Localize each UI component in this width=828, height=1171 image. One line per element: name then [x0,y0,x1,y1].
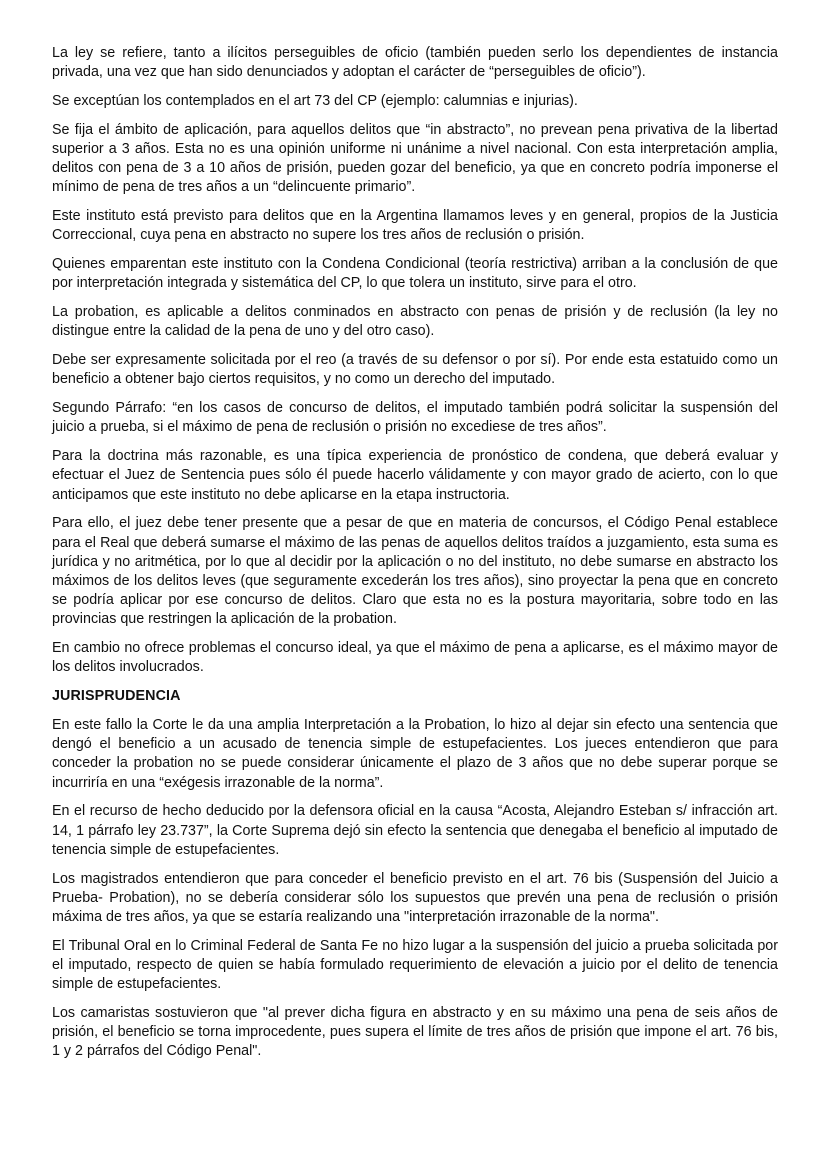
paragraph-segundo-parrafo: Segundo Párrafo: “en los casos de concurso de delitos, el imputado también podrá solicitar la suspensión del juicio a prueba, si el máximo de pena de reclusión o prisión no excediese de tres años”. [52,400,778,436]
paragraph-exceptuan: Se exceptúan los contemplados en el art 73 del CP (ejemplo: calumnias e injurias). [52,93,578,109]
section-heading-jurisprudencia: JURISPRUDENCIA [52,688,181,705]
paragraph-magistrados: Los magistrados entendieron que para conceder el beneficio previsto en el art. 76 bis (Suspensión del Juicio a Prueba- Probation), no se debería considerar sólo los supuestos que prevén una pena de reclusión o prisión máxima de tres años, ya que se estaría realizando una "interpretación irrazonable de la norma". [52,870,778,926]
paragraph-doctrina: Para la doctrina más razonable, es una típica experiencia de pronóstico de condena, que deberá evaluar y efectuar el Juez de Sentencia pues sólo él puede hacerlo válidamente y con mayor grado de acierto, con lo que anticipamos que este instituto no debe aplicarse en la etapa instructoria. [52,448,778,503]
paragraph-probation-aplicable: La probation, es aplicable a delitos conminados en abstracto con penas de prisión y de reclusión (la ley no distingue entre la calidad de la pena de uno y del otro caso). [52,304,778,340]
paragraph-ilicitos-perseguibles: La ley se refiere, tanto a ilícitos perseguibles de oficio (también pueden serlo los dependientes de instancia privada, una vez que han sido denunciados y adoptan el carácter de “perseguibles de oficio”). [52,45,778,81]
paragraph-tribunal-oral: El Tribunal Oral en lo Criminal Federal de Santa Fe no hizo lugar a la suspensión del juicio a prueba solicitada por el imputado, respecto de quien se había formulado requerimiento de elevación a juicio por el delito de tenencia simple de estupefacientes. [52,937,778,993]
paragraph-delitos-leves: Este instituto está previsto para delitos que en la Argentina llamamos leves y en general, propios de la Justicia Correccional, cuya pena en abstracto no supere los tres años de reclusión o prisión. [52,208,778,244]
document-page [52,44,778,1071]
paragraph-concursos: Para ello, el juez debe tener presente que a pesar de que en materia de concursos, el Código Penal establece para el Real que deberá sumarse el máximo de las penas de aquellos delitos traídos a juzgamiento, esta suma es jurídica y no aritmética, por lo que al decidir por la aplicación o no del instituto, no debe sumarse en abstracto los máximos de los delitos leves (que seguramente excederán los tres años), sino proyectar la pena que en concreto se podría aplicar por ese concurso de delitos. Claro que esta no es la postura mayoritaria, sobre todo en las provincias que restringen la aplicación de la probation. [52,515,778,628]
paragraph-ambito-aplicacion: Se fija el ámbito de aplicación, para aquellos delitos que “in abstracto”, no prevean pena privativa de la libertad superior a 3 años. Esta no es una opinión uniforme ni unánime a nivel nacional. Con esta interpretación amplia, delitos con pena de 3 a 10 años de prisión, pueden gozar del beneficio, ya que en concreto podría imponerse el mínimo de pena de tres años a un “delincuente primario”. [52,121,778,196]
paragraph-concurso-ideal: En cambio no ofrece problemas el concurso ideal, ya que el máximo de pena a aplicarse, es el máximo mayor de los delitos involucrados. [52,640,778,676]
paragraph-solicitud-reo: Debe ser expresamente solicitada por el reo (a través de su defensor o por sí). Por ende esta estatuido como un beneficio a obtener bajo ciertos requisitos, y no como un derecho del imputado. [52,352,778,388]
paragraph-fallo-corte: En este fallo la Corte le da una amplia Interpretación a la Probation, lo hizo al dejar sin efecto una sentencia que dengó el beneficio a un acusado de tenencia simple de estupefacientes. Los jueces entendieron que para conceder la probation no se puede considerar únicamente el plazo de 3 años que no debe superar porque se incurriría en una “exégesis irrazonable de la norma”. [52,717,778,791]
paragraph-recurso-acosta: En el recurso de hecho deducido por la defensora oficial en la causa “Acosta, Alejandro Esteban s/ infracción art. 14, 1 párrafo ley 23.737”, la Corte Suprema dejó sin efecto la sentencia que denegaba el beneficio al imputado de tenencia simple de estupefacientes. [52,803,778,858]
paragraph-condena-condicional: Quienes emparentan este instituto con la Condena Condicional (teoría restrictiva) arriban a la conclusión de que por interpretación integrada y sistemática del CP, lo que tolera un instituto, sirve para el otro. [52,256,778,292]
paragraph-camaristas: Los camaristas sostuvieron que "al prever dicha figura en abstracto y en su máximo una pena de seis años de prisión, el beneficio se torna improcedente, pues supera el límite de tres años de prisión que impone el art. 76 bis, 1 y 2 párrafos del Código Penal". [52,1005,778,1060]
